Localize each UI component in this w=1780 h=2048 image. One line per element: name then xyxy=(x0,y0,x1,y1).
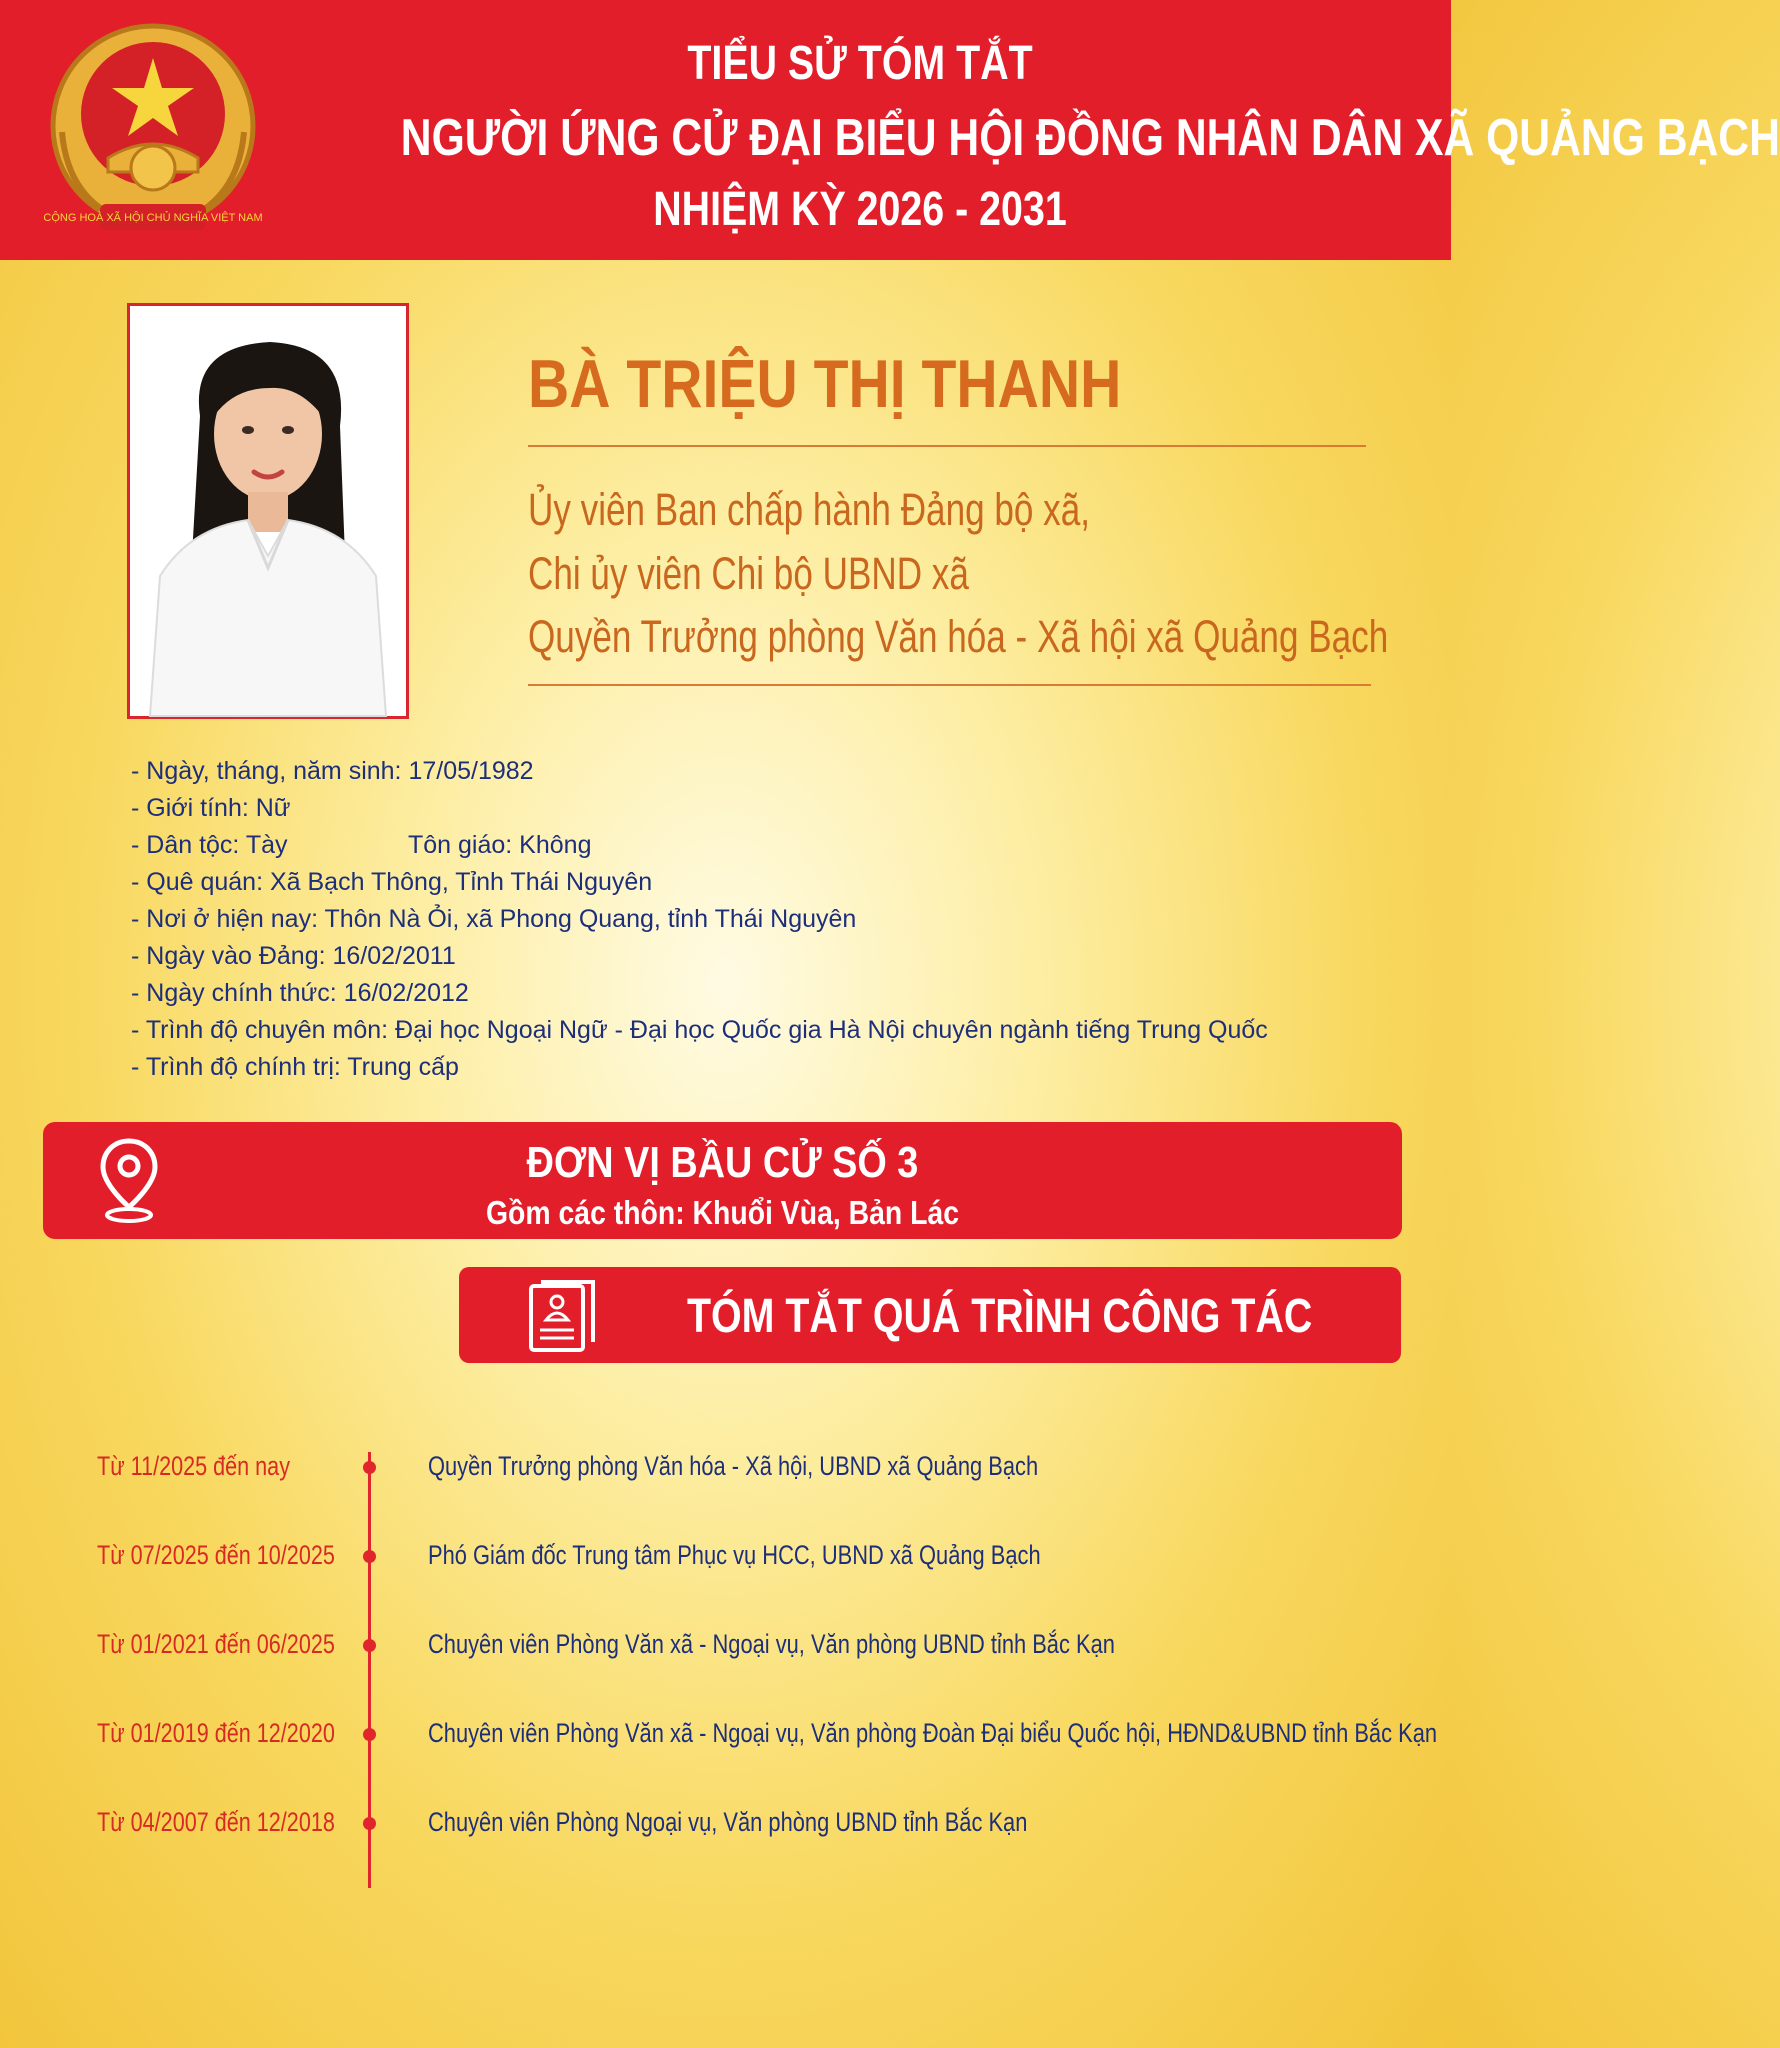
timeline-dot-icon xyxy=(363,1461,376,1474)
profile-document-icon xyxy=(527,1280,597,1354)
constituency-banner xyxy=(43,1122,1402,1239)
info-birth: - Ngày, tháng, năm sinh: 17/05/1982 xyxy=(131,757,534,785)
info-religion: Tôn giáo: Không xyxy=(408,831,592,859)
work-history-title: TÓM TẮT QUÁ TRÌNH CÔNG TÁC xyxy=(687,1290,1313,1343)
timeline-dot-icon xyxy=(363,1817,376,1830)
timeline-dot-icon xyxy=(363,1550,376,1563)
candidate-portrait xyxy=(127,303,409,719)
position-line-2: Chi ủy viên Chi bộ UBND xã xyxy=(528,548,969,599)
header-title-line-2: NGƯỜI ỨNG CỬ ĐẠI BIỂU HỘI ĐỒNG NHÂN DÂN XÃ QUẢNG BẠCH xyxy=(400,109,1780,167)
timeline-role: Chuyên viên Phòng Văn xã - Ngoại vụ, Văn phòng UBND tỉnh Bắc Kạn xyxy=(428,1629,1115,1659)
candidate-name: BÀ TRIỆU THỊ THANH xyxy=(528,346,1122,422)
info-gender: - Giới tính: Nữ xyxy=(131,794,291,822)
timeline-dot-icon xyxy=(363,1728,376,1741)
timeline-role: Phó Giám đốc Trung tâm Phục vụ HCC, UBND xã Quảng Bạch xyxy=(428,1540,1041,1570)
info-party-official: - Ngày chính thức: 16/02/2012 xyxy=(131,979,469,1007)
info-party-join: - Ngày vào Đảng: 16/02/2011 xyxy=(131,942,456,970)
timeline-role: Chuyên viên Phòng Ngoại vụ, Văn phòng UBND tỉnh Bắc Kạn xyxy=(428,1807,1028,1837)
work-history-banner xyxy=(459,1267,1401,1363)
timeline-period: Từ 01/2019 đến 12/2020 xyxy=(97,1718,335,1748)
info-residence: - Nơi ở hiện nay: Thôn Nà Ỏi, xã Phong Quang, tỉnh Thái Nguyên xyxy=(131,905,857,933)
emblem-text: CỘNG HOÀ XÃ HỘI CHỦ NGHĨA VIỆT NAM xyxy=(43,212,263,224)
timeline-period: Từ 04/2007 đến 12/2018 xyxy=(97,1807,335,1837)
header-banner xyxy=(0,0,1780,260)
national-emblem-icon xyxy=(43,22,263,240)
header-title-line-1: TIỂU SỬ TÓM TẮT xyxy=(687,37,1033,90)
header-term: NHIỆM KỲ 2026 - 2031 xyxy=(653,183,1067,236)
timeline-role: Quyền Trưởng phòng Văn hóa - Xã hội, UBND xã Quảng Bạch xyxy=(428,1451,1039,1481)
divider-bottom xyxy=(528,684,1371,686)
position-line-3: Quyền Trưởng phòng Văn hóa - Xã hội xã Quảng Bạch xyxy=(528,611,1389,662)
timeline-role: Chuyên viên Phòng Văn xã - Ngoại vụ, Văn phòng Đoàn Đại biểu Quốc hội, HĐND&UBND tỉnh Bắc Kạn xyxy=(428,1718,1438,1748)
info-ethnicity: - Dân tộc: Tày xyxy=(131,831,288,859)
constituency-title: ĐƠN VỊ BẦU CỬ SỐ 3 xyxy=(526,1138,919,1187)
timeline-period: Từ 11/2025 đến nay xyxy=(97,1451,290,1481)
timeline-dot-icon xyxy=(363,1639,376,1652)
constituency-villages: Gồm các thôn: Khuổi Vùa, Bản Lác xyxy=(485,1194,960,1231)
divider-top xyxy=(528,445,1366,447)
info-political: - Trình độ chính trị: Trung cấp xyxy=(131,1053,459,1081)
info-education: - Trình độ chuyên môn: Đại học Ngoại Ngữ - Đại học Quốc gia Hà Nội chuyên ngành tiếng Trung Quốc xyxy=(131,1016,1268,1044)
timeline-period: Từ 01/2021 đến 06/2025 xyxy=(97,1629,335,1659)
timeline-period: Từ 07/2025 đến 10/2025 xyxy=(97,1540,335,1570)
info-hometown: - Quê quán: Xã Bạch Thông, Tỉnh Thái Nguyên xyxy=(131,868,653,896)
position-line-1: Ủy viên Ban chấp hành Đảng bộ xã, xyxy=(528,484,1090,535)
